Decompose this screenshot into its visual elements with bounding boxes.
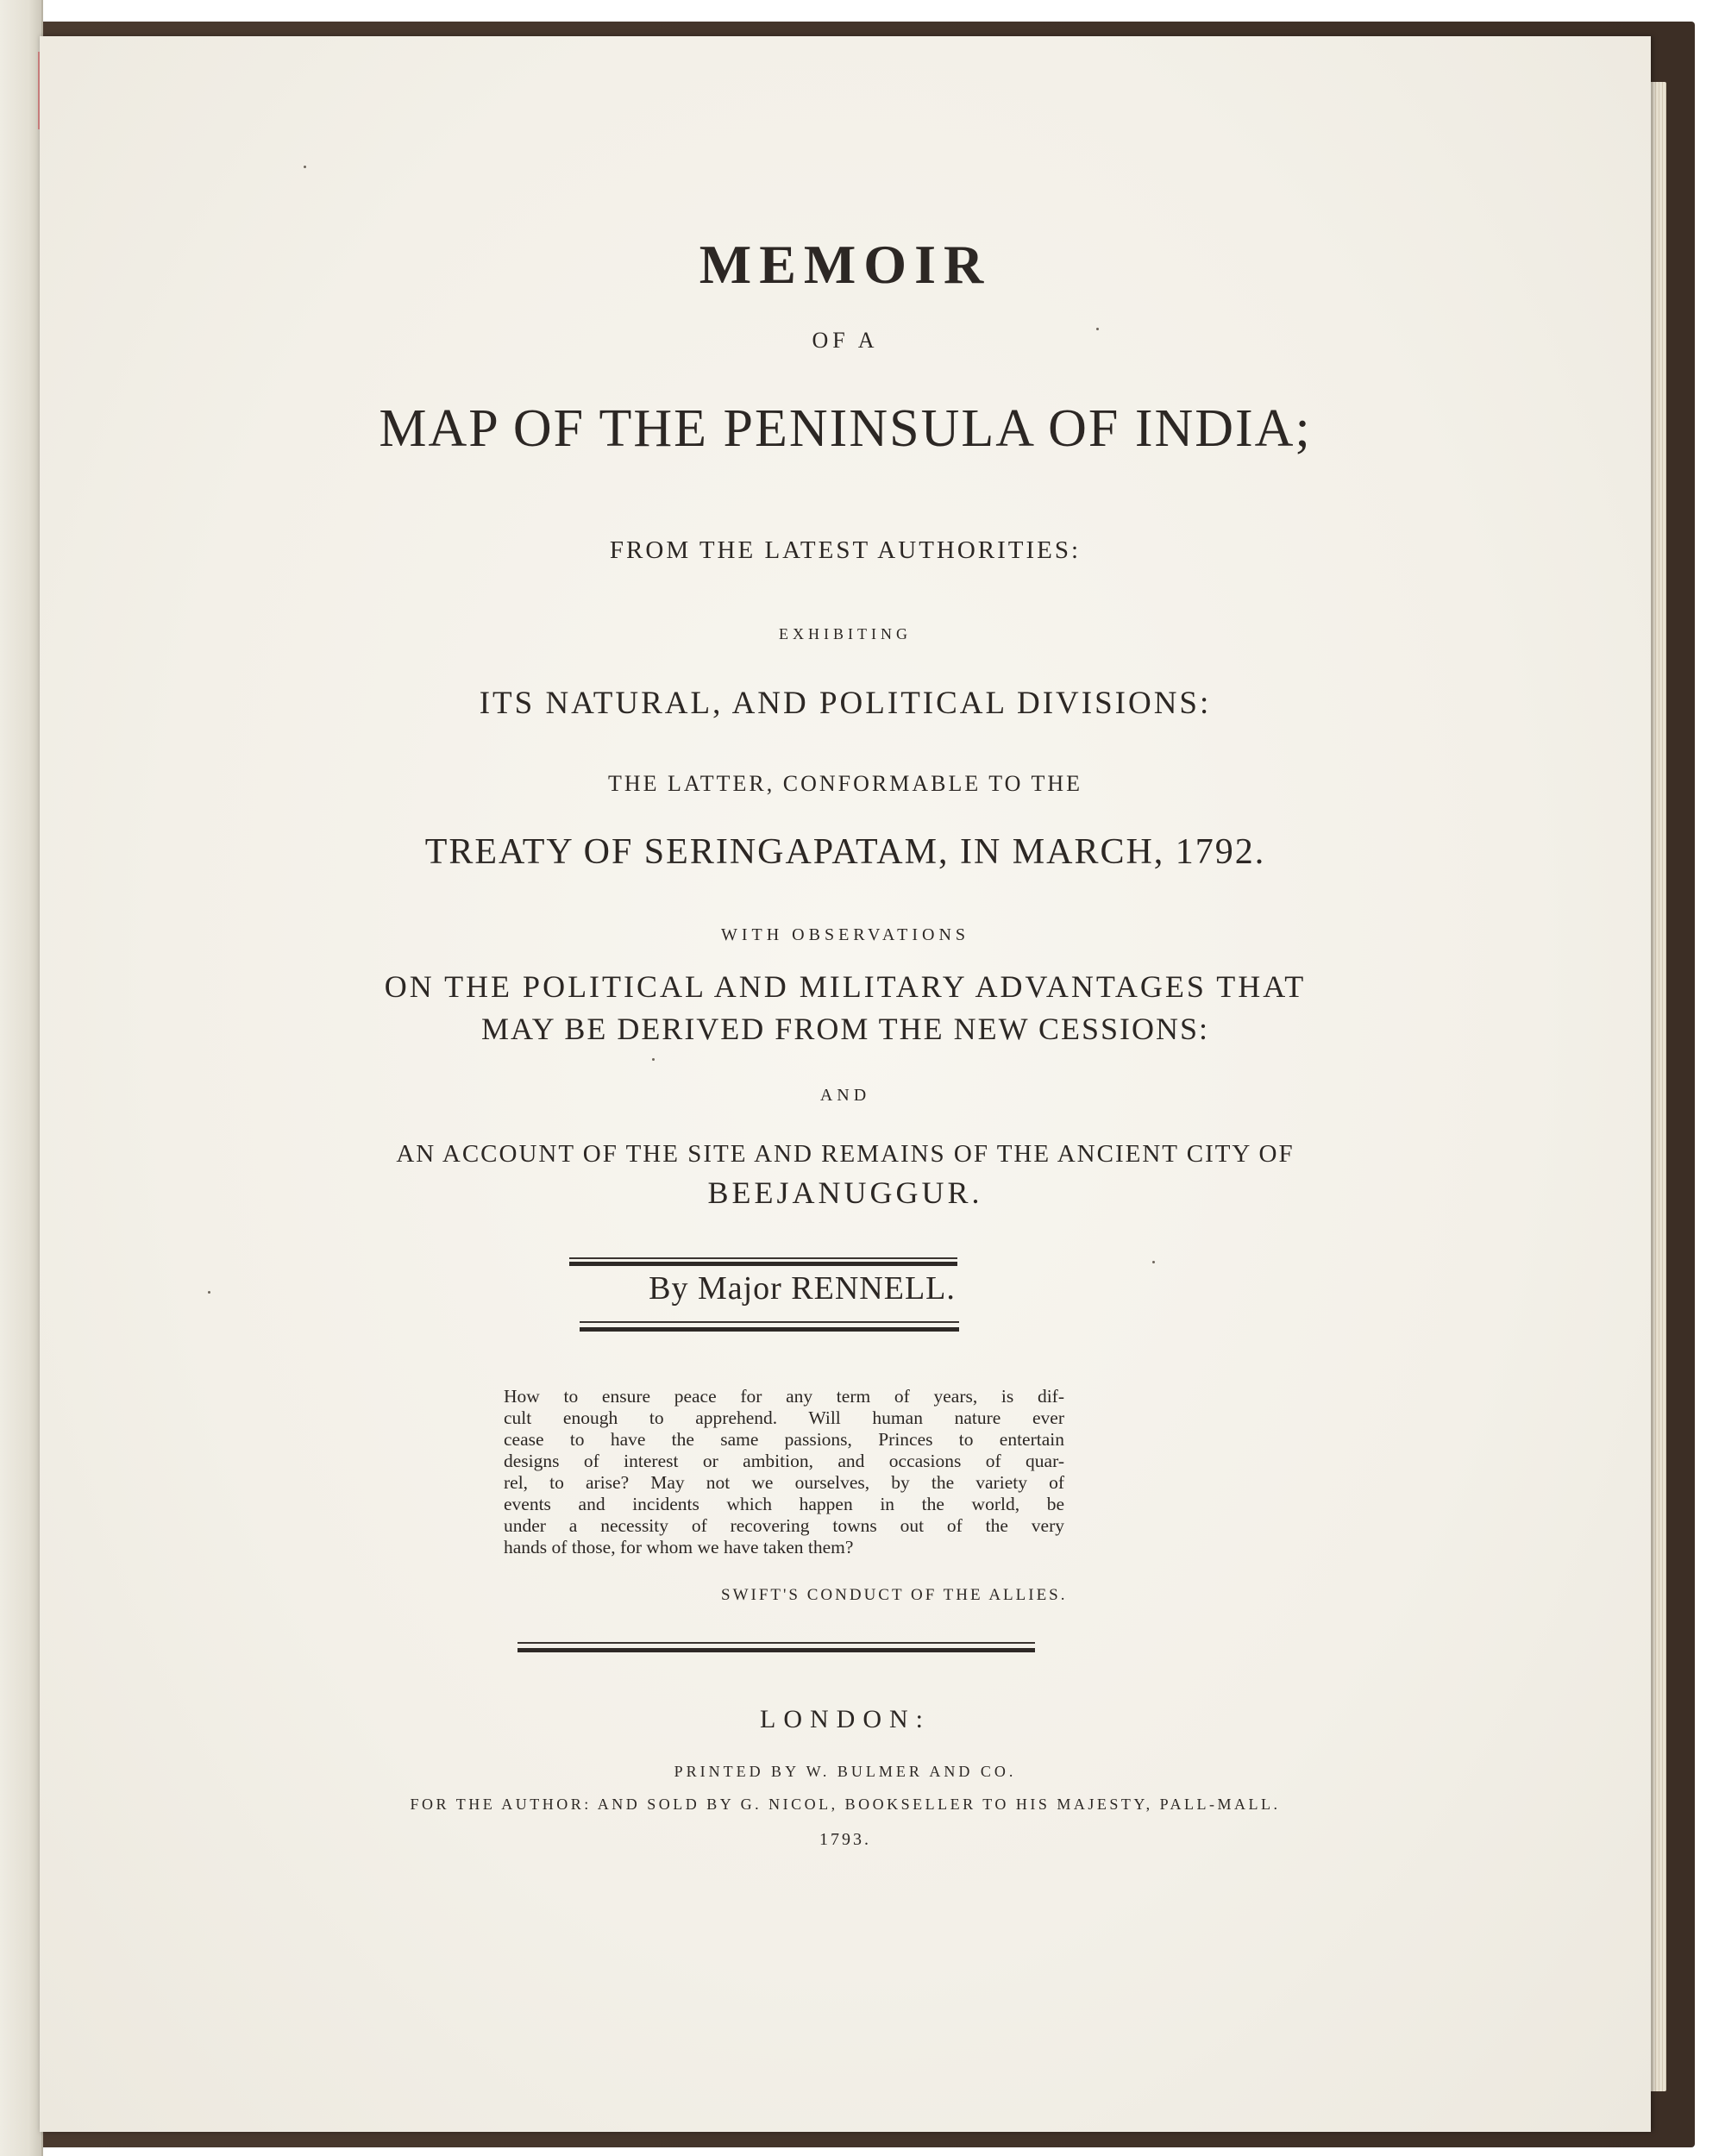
- epigraph-line: under a necessity of recovering towns out of the very: [504, 1515, 1064, 1536]
- subtitle-latter: THE LATTER, CONFORMABLE TO THE: [607, 771, 1083, 796]
- foxing-spot: [1096, 328, 1099, 330]
- rule-below-author-thin: [580, 1321, 959, 1323]
- rule-above-imprint-thin: [518, 1642, 1035, 1644]
- imprint-seller: FOR THE AUTHOR: AND SOLD BY G. NICOL, BOOKSELLER TO HIS MAJESTY, PALL-MALL.: [410, 1796, 1281, 1813]
- rule-above-author-thin: [569, 1257, 957, 1259]
- facing-page: [0, 0, 43, 2156]
- title-map: MAP OF THE PENINSULA OF INDIA;: [379, 399, 1312, 458]
- subtitle-account-1: AN ACCOUNT OF THE SITE AND REMAINS OF THE ANCIENT CITY OF: [396, 1140, 1295, 1168]
- subtitle-with-observations: WITH OBSERVATIONS: [720, 925, 970, 944]
- epigraph-source: SWIFT'S CONDUCT OF THE ALLIES.: [721, 1586, 1068, 1604]
- epigraph-line: How to ensure peace for any term of years, is dif-: [504, 1386, 1064, 1407]
- epigraph-line: events and incidents which happen in the world, be: [504, 1494, 1064, 1514]
- rule-below-author-thick: [580, 1327, 959, 1332]
- epigraph-line: rel, to arise? May not we ourselves, by the variety of: [504, 1472, 1064, 1493]
- subtitle-advantages-2: MAY BE DERIVED FROM THE NEW CESSIONS:: [480, 1012, 1210, 1046]
- subtitle-divisions: ITS NATURAL, AND POLITICAL DIVISIONS:: [479, 686, 1212, 721]
- title-of-a: OF A: [812, 328, 879, 353]
- epigraph-line: cease to have the same passions, Princes to entertain: [504, 1429, 1064, 1450]
- rule-above-author-thick: [569, 1262, 957, 1266]
- subtitle-advantages-1: ON THE POLITICAL AND MILITARY ADVANTAGES THAT: [384, 969, 1307, 1004]
- imprint-printer: PRINTED BY W. BULMER AND CO.: [674, 1763, 1017, 1780]
- foxing-spot: [208, 1291, 210, 1294]
- author-line: By Major RENNELL.: [649, 1270, 956, 1307]
- foxing-spot: [652, 1058, 655, 1061]
- imprint-city: LONDON:: [760, 1705, 931, 1733]
- epigraph-line: hands of those, for whom we have taken them?: [504, 1537, 854, 1557]
- epigraph: [504, 1386, 1064, 1558]
- foxing-spot: [304, 166, 306, 168]
- subtitle-and: AND: [819, 1086, 871, 1105]
- subtitle-treaty: TREATY OF SERINGAPATAM, IN MARCH, 1792.: [424, 832, 1266, 872]
- foxing-spot: [1152, 1261, 1155, 1263]
- subtitle-exhibiting: EXHIBITING: [779, 625, 912, 642]
- rule-above-imprint-thick: [518, 1648, 1035, 1652]
- title-memoir: MEMOIR: [699, 234, 992, 295]
- subtitle-from: FROM THE LATEST AUTHORITIES:: [609, 536, 1082, 564]
- epigraph-line: designs of interest or ambition, and occasions of quar-: [504, 1451, 1064, 1471]
- epigraph-line: cult enough to apprehend. Will human nature ever: [504, 1407, 1064, 1428]
- subtitle-account-2: BEEJANUGGUR.: [707, 1175, 983, 1210]
- imprint-year: 1793.: [819, 1830, 871, 1849]
- title-page: [40, 36, 1651, 2132]
